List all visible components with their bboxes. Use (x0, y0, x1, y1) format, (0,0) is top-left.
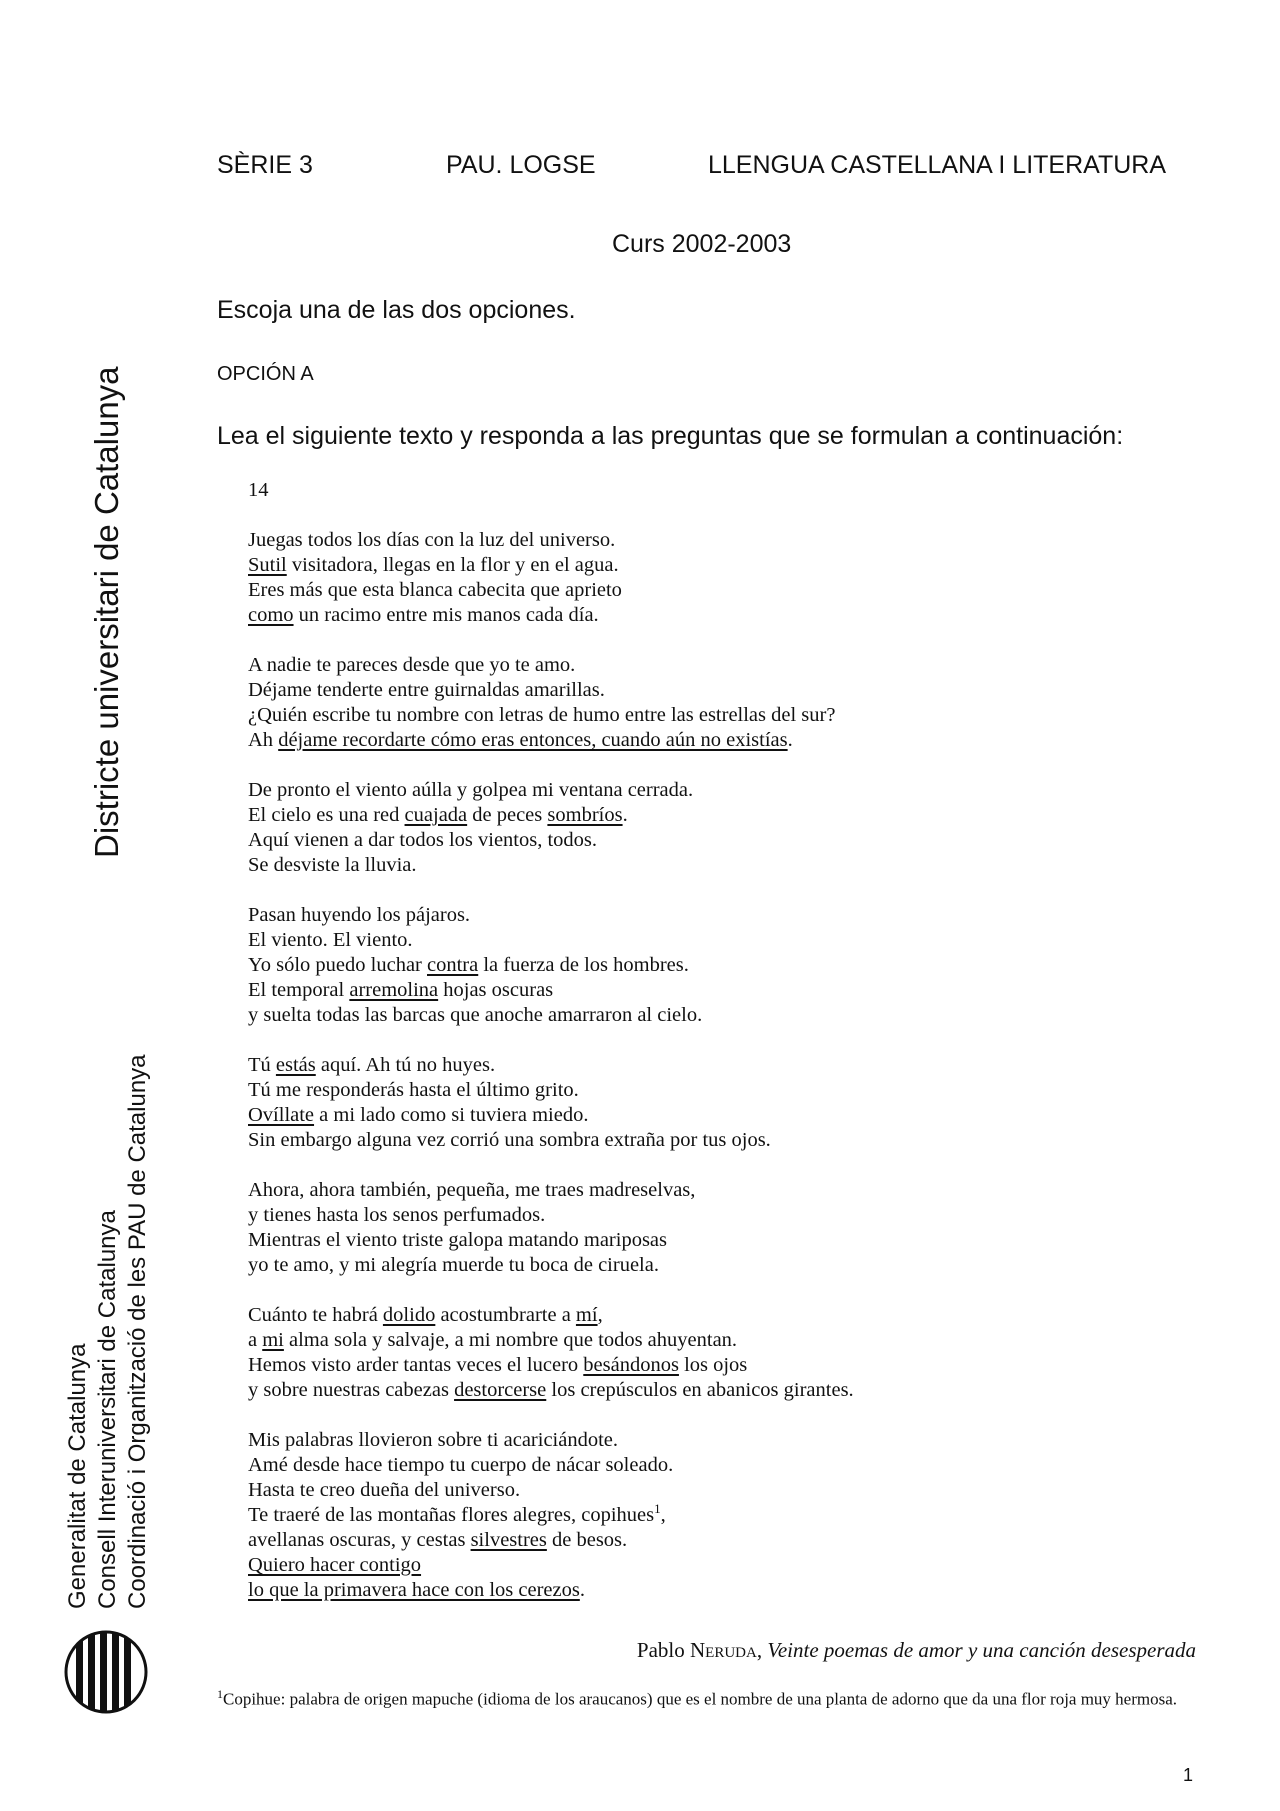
subject-label: LLENGUA CASTELLANA I LITERATURA (708, 151, 1167, 179)
poem-stanza (248, 778, 1188, 878)
poem-line: Amé desde hace tiempo tu cuerpo de nácar soleado. (248, 1454, 674, 1476)
poem-line: Mientras el viento triste galopa matando mariposas (248, 1229, 667, 1251)
footnote-marker: 1 (217, 1687, 223, 1701)
poem-line: El cielo es una red cuajada de peces sombríos. (248, 804, 628, 826)
serie-label: SÈRIE 3 (217, 151, 313, 179)
poem-line: y sobre nuestras cabezas destorcerse los crepúsculos en abanicos girantes. (248, 1379, 854, 1401)
poem-line: Se desviste la lluvia. (248, 854, 417, 876)
option-heading: OPCIÓN A (217, 363, 314, 385)
institution-line-1: Generalitat de Catalunya (64, 1343, 91, 1609)
poem-line: yo te amo, y mi alegría muerde tu boca de ciruela. (248, 1254, 659, 1276)
author-first-name: Pablo (636, 1638, 685, 1662)
poem-line: como un racimo entre mis manos cada día. (248, 604, 599, 626)
prompt-text: Lea el siguiente texto y responda a las preguntas que se formulan a continuación: (217, 422, 1124, 450)
poem-line: Sutil visitadora, llegas en la flor y en el agua. (248, 554, 619, 576)
poem-line: Aquí vienen a dar todos los vientos, todos. (248, 829, 598, 851)
poem-line: Hasta te creo dueña del universo. (248, 1479, 521, 1501)
poem (248, 478, 1188, 1628)
page-number: 1 (1183, 1765, 1194, 1785)
course-year: Curs 2002-2003 (612, 230, 792, 258)
poem-line: Sin embargo alguna vez corrió una sombra extraña por tus ojos. (248, 1129, 771, 1151)
poem-line: A nadie te pareces desde que yo te amo. (248, 654, 576, 676)
poem-line: avellanas oscuras, y cestas silvestres de besos. (248, 1529, 628, 1551)
poem-line: Pasan huyendo los pájaros. (248, 904, 471, 926)
footnote (217, 1682, 1197, 1712)
poem-line: Tú estás aquí. Ah tú no huyes. (248, 1054, 496, 1076)
poem-line: Mis palabras llovieron sobre ti acariciándote. (248, 1429, 619, 1451)
poem-line: Tú me responderás hasta el último grito. (248, 1079, 579, 1101)
poem-line: El viento. El viento. (248, 929, 413, 951)
poem-stanza (248, 1053, 1188, 1153)
author-last-name: Neruda (690, 1638, 757, 1662)
exam-label: PAU. LOGSE (446, 151, 596, 179)
attribution-separator: , (756, 1638, 763, 1662)
poem-line: Déjame tenderte entre guirnaldas amarillas. (248, 679, 605, 701)
district-label: Districte universitari de Catalunya (88, 366, 125, 858)
poem-stanza (248, 528, 1188, 628)
poem-stanza (248, 653, 1188, 753)
poem-line: lo que la primavera hace con los cerezos. (248, 1579, 585, 1601)
poem-line: Ahora, ahora también, pequeña, me traes madreselvas, (248, 1179, 696, 1201)
poem-number: 14 (248, 479, 269, 501)
poem-line: Eres más que esta blanca cabecita que aprieto (248, 579, 622, 601)
poem-line: Juegas todos los días con la luz del universo. (248, 529, 616, 551)
poem-line: y suelta todas las barcas que anoche amarraron al cielo. (248, 1004, 703, 1026)
poem-stanza (248, 1303, 1188, 1403)
poem-line: Te traeré de las montañas flores alegres, copihues$^1$, (248, 1501, 666, 1526)
poem-line: Cuánto te habrá dolido acostumbrarte a mí, (248, 1304, 603, 1326)
poem-line: Hemos visto arder tantas veces el lucero besándonos los ojos (248, 1354, 748, 1376)
instruction-text: Escoja una de las dos opciones. (217, 296, 576, 324)
poem-line: y tienes hasta los senos perfumados. (248, 1204, 546, 1226)
poem-line: Ah déjame recordarte cómo eras entonces, cuando aún no existías. (248, 729, 793, 751)
generalitat-emblem-icon (64, 1630, 148, 1714)
work-title: Veinte poemas de amor y una canción desesperada (767, 1638, 1196, 1662)
poem-line: De pronto el viento aúlla y golpea mi ventana cerrada. (248, 779, 694, 801)
poem-line: Ovíllate a mi lado como si tuviera miedo. (248, 1104, 589, 1126)
poem-stanza (248, 1178, 1188, 1278)
poem-line: Yo sólo puedo luchar contra la fuerza de los hombres. (248, 954, 689, 976)
poem-stanza (248, 1428, 1188, 1603)
poem-line: Quiero hacer contigo (248, 1554, 422, 1576)
institution-line-3: Coordinació i Organització de les PAU de Catalunya (124, 1054, 151, 1609)
poem-line: ¿Quién escribe tu nombre con letras de humo entre las estrellas del sur? (248, 704, 836, 726)
institution-line-2: Consell Interuniversitari de Catalunya (94, 1210, 121, 1609)
footnote-text: Copihue: palabra de origen mapuche (idioma de los araucanos) que es el nombre de una planta de adorno que da una flor roja muy hermosa. (223, 1689, 1178, 1709)
poem-line: El temporal arremolina hojas oscuras (248, 979, 554, 1001)
poem-line: a mi alma sola y salvaje, a mi nombre que todos ahuyentan. (248, 1329, 738, 1351)
poem-stanza (248, 903, 1188, 1028)
attribution (637, 1638, 1196, 1663)
